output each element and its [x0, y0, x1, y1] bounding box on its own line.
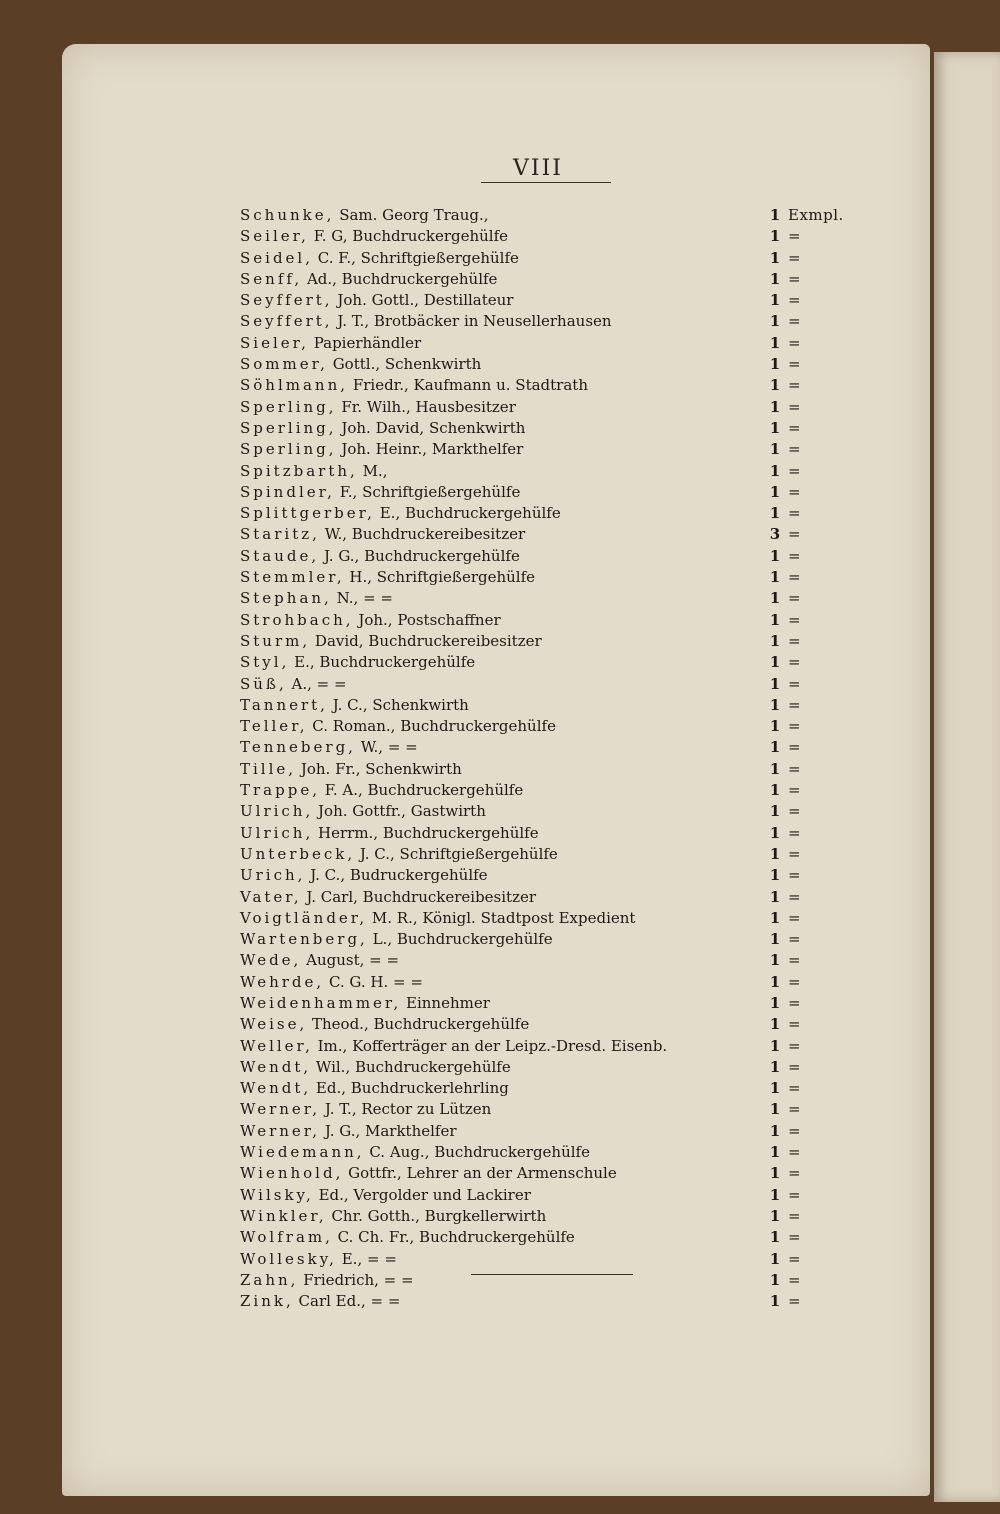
- entry-surname: Spitzbarth,: [240, 461, 358, 480]
- entry-details: J. C., Schriftgießergehülfe: [359, 844, 558, 863]
- entry-details: Ad., Buchdruckergehülfe: [306, 269, 498, 288]
- list-entry: [240, 610, 860, 631]
- entry-details: Joh. David, Schenkwirth: [341, 418, 526, 437]
- entry-unit: =: [788, 951, 802, 970]
- entry-details: J. C., Schenkwirth: [332, 695, 469, 714]
- entry-unit: =: [788, 1036, 802, 1055]
- entry-surname: Sperling,: [240, 397, 337, 416]
- entry-copy-count: 1: [769, 418, 781, 437]
- entry-copy-count: 1: [769, 397, 781, 416]
- entry-copy-count: 1: [769, 844, 781, 863]
- entry-surname: Zink,: [240, 1292, 294, 1311]
- entry-unit: =: [788, 504, 802, 523]
- entry-copy-count: 1: [769, 269, 781, 288]
- entry-surname: Stemmler,: [240, 568, 345, 587]
- entry-details: Friedr., Kaufmann u. Stadtrath: [352, 376, 588, 395]
- entry-copy-count: 1: [769, 993, 781, 1012]
- entry-unit: =: [788, 1228, 802, 1247]
- list-entry: [240, 844, 860, 865]
- entry-copy-count: 1: [769, 1100, 781, 1119]
- entry-copy-count: 1: [769, 972, 781, 991]
- list-entry: [240, 503, 860, 524]
- list-entry: [240, 1057, 860, 1078]
- entry-details: Gottl., Schenkwirth: [332, 355, 482, 374]
- entry-unit: =: [788, 993, 802, 1012]
- entry-surname: Seidel,: [240, 248, 313, 267]
- list-entry: [240, 1078, 860, 1099]
- entry-surname: Schunke,: [240, 206, 335, 224]
- entry-surname: Tille,: [240, 759, 297, 778]
- entry-copy-count: 1: [769, 1036, 781, 1055]
- entry-surname: Weller,: [240, 1036, 313, 1055]
- entry-copy-count: 1: [769, 674, 781, 693]
- entry-unit: =: [788, 440, 802, 459]
- entry-surname: Wede,: [240, 951, 302, 970]
- entry-surname: Werner,: [240, 1100, 321, 1119]
- entry-copy-count: 1: [769, 866, 781, 885]
- entry-surname: Urich,: [240, 866, 306, 885]
- entry-unit: =: [788, 248, 802, 267]
- entry-details: A., = =: [291, 674, 347, 693]
- entry-unit: =: [788, 930, 802, 949]
- entry-unit: =: [788, 589, 802, 608]
- entry-surname: Wartenberg,: [240, 930, 368, 949]
- entry-unit: =: [788, 397, 802, 416]
- list-entry: [240, 461, 860, 482]
- list-entry: [240, 1249, 860, 1270]
- entry-details: Papierhändler: [313, 333, 422, 352]
- entry-copy-count: 1: [769, 802, 781, 821]
- entry-copy-count: 1: [769, 482, 781, 501]
- entry-surname: Zahn,: [240, 1270, 299, 1289]
- entry-details: Joh., Postschaffner: [358, 610, 501, 629]
- entry-details: Joh. Gottfr., Gastwirth: [318, 802, 486, 821]
- entry-unit: =: [788, 1270, 802, 1289]
- entry-unit: =: [788, 1121, 802, 1140]
- entry-surname: Sperling,: [240, 418, 337, 437]
- entry-surname: Splittgerber,: [240, 504, 375, 523]
- list-entry: [240, 524, 860, 545]
- list-entry: [240, 269, 860, 290]
- entry-details: C. Aug., Buchdruckergehülfe: [369, 1143, 590, 1162]
- entry-unit: =: [788, 269, 802, 288]
- entry-surname: Teller,: [240, 717, 308, 736]
- list-entry: [240, 1291, 860, 1312]
- entry-unit: =: [788, 482, 802, 501]
- list-entry: [240, 311, 860, 332]
- entry-unit: =: [788, 866, 802, 885]
- entry-copy-count: 3: [769, 525, 781, 544]
- list-entry: [240, 1036, 860, 1057]
- entry-surname: Sieler,: [240, 333, 309, 352]
- entry-surname: Wendt,: [240, 1057, 312, 1076]
- entry-details: H., Schriftgießergehülfe: [349, 568, 536, 587]
- entry-copy-count: 1: [769, 908, 781, 927]
- entry-details: Im., Kofferträger an der Leipz.-Dresd. Eisenb.: [317, 1036, 668, 1055]
- list-entry: [240, 226, 860, 247]
- entry-details: Gottfr., Lehrer an der Armenschule: [348, 1164, 617, 1183]
- entry-details: F. A., Buchdruckergehülfe: [324, 781, 524, 800]
- entry-details: Ed., Vergolder und Lackirer: [318, 1185, 531, 1204]
- entry-unit: =: [788, 227, 802, 246]
- entry-surname: Winkler,: [240, 1206, 327, 1225]
- entry-copy-count: 1: [769, 589, 781, 608]
- entry-surname: Seyffert,: [240, 291, 333, 310]
- entry-details: J. T., Rector zu Lützen: [324, 1100, 492, 1119]
- entry-details: F. G, Buchdruckergehülfe: [313, 227, 509, 246]
- entry-unit: =: [788, 717, 802, 736]
- entry-copy-count: 1: [769, 1228, 781, 1247]
- entry-copy-count: 1: [769, 1185, 781, 1204]
- entry-unit: =: [788, 568, 802, 587]
- entry-details: J. G., Markthelfer: [324, 1121, 457, 1140]
- list-entry: [240, 652, 860, 673]
- entry-details: J. T., Brotbäcker in Neusellerhausen: [337, 312, 612, 331]
- entry-unit: =: [788, 1292, 802, 1311]
- entry-copy-count: 1: [769, 823, 781, 842]
- list-entry: [240, 908, 860, 929]
- list-entry: [240, 631, 860, 652]
- entry-copy-count: 1: [769, 738, 781, 757]
- entry-unit: =: [788, 802, 802, 821]
- entry-surname: Seiler,: [240, 227, 309, 246]
- list-entry: [240, 1206, 860, 1227]
- entry-unit: =: [788, 1164, 802, 1183]
- entry-copy-count: 1: [769, 717, 781, 736]
- entry-details: Sam. Georg Traug.,: [339, 206, 489, 224]
- entry-details: David, Buchdruckereibesitzer: [314, 631, 542, 650]
- entry-copy-count: 1: [769, 930, 781, 949]
- list-entry: [240, 780, 860, 801]
- list-entry: [240, 588, 860, 609]
- entry-copy-count: 1: [769, 206, 781, 224]
- entry-unit: =: [788, 1206, 802, 1225]
- entry-copy-count: 1: [769, 781, 781, 800]
- entry-surname: Sperling,: [240, 440, 337, 459]
- entry-unit: =: [788, 355, 802, 374]
- entry-surname: Ulrich,: [240, 823, 314, 842]
- entry-unit: =: [788, 291, 802, 310]
- entry-copy-count: 1: [769, 695, 781, 714]
- entry-surname: Söhlmann,: [240, 376, 349, 395]
- entry-surname: Trappe,: [240, 781, 320, 800]
- entry-copy-count: 1: [769, 312, 781, 331]
- list-entry: [240, 439, 860, 460]
- entry-copy-count: 1: [769, 504, 781, 523]
- entry-surname: Wehrde,: [240, 972, 325, 991]
- entry-surname: Wollesky,: [240, 1249, 337, 1268]
- entry-copy-count: 1: [769, 1249, 781, 1268]
- entry-copy-count: 1: [769, 440, 781, 459]
- entry-surname: Stephan,: [240, 589, 332, 608]
- entry-details: August, = =: [306, 951, 400, 970]
- entry-unit: =: [788, 738, 802, 757]
- list-entry: [240, 333, 860, 354]
- entry-unit: =: [788, 418, 802, 437]
- entry-surname: Voigtländer,: [240, 908, 368, 927]
- entry-surname: Tannert,: [240, 695, 328, 714]
- entry-surname: Ulrich,: [240, 802, 314, 821]
- entry-details: Herrm., Buchdruckergehülfe: [318, 823, 539, 842]
- list-entry: [240, 972, 860, 993]
- entry-copy-count: 1: [769, 355, 781, 374]
- list-entry: [240, 1142, 860, 1163]
- entry-surname: Unterbeck,: [240, 844, 356, 863]
- list-entry: [240, 1014, 860, 1035]
- entry-details: M. R., Königl. Stadtpost Expedient: [371, 908, 636, 927]
- entry-unit: =: [788, 972, 802, 991]
- entry-unit: =: [788, 887, 802, 906]
- entry-unit: =: [788, 781, 802, 800]
- list-entry: [240, 1227, 860, 1248]
- entry-surname: Sommer,: [240, 355, 328, 374]
- entry-surname: Spindler,: [240, 482, 335, 501]
- entry-copy-count: 1: [769, 461, 781, 480]
- entry-details: J. G., Buchdruckergehülfe: [323, 546, 520, 565]
- entry-copy-count: 1: [769, 291, 781, 310]
- entry-details: Chr. Gotth., Burgkellerwirth: [331, 1206, 547, 1225]
- entry-copy-count: 1: [769, 333, 781, 352]
- entry-details: Joh. Heinr., Markthelfer: [341, 440, 524, 459]
- entry-unit: =: [788, 631, 802, 650]
- entry-details: Einnehmer: [406, 993, 490, 1012]
- entry-details: N., = =: [336, 589, 393, 608]
- entry-unit: =: [788, 1143, 802, 1162]
- header-rule: [481, 182, 611, 183]
- entry-copy-count: 1: [769, 568, 781, 587]
- entry-unit: =: [788, 1079, 802, 1098]
- entry-surname: Styl,: [240, 653, 290, 672]
- entry-unit: =: [788, 695, 802, 714]
- entry-details: J. Carl, Buchdruckereibesitzer: [306, 887, 537, 906]
- entry-surname: Wendt,: [240, 1079, 312, 1098]
- entry-details: M.,: [362, 461, 388, 480]
- list-entry: [240, 865, 860, 886]
- list-entry: [240, 674, 860, 695]
- list-entry: [240, 418, 860, 439]
- entry-details: Fr. Wilh., Hausbesitzer: [341, 397, 516, 416]
- entry-copy-count: 1: [769, 1292, 781, 1311]
- entry-details: J. C., Budruckergehülfe: [310, 866, 488, 885]
- entry-details: Joh. Gottl., Destillateur: [337, 291, 514, 310]
- list-entry: [240, 248, 860, 269]
- entry-unit: =: [788, 333, 802, 352]
- entry-surname: Weidenhammer,: [240, 993, 402, 1012]
- entry-copy-count: 1: [769, 376, 781, 395]
- list-entry: [240, 205, 860, 226]
- entry-copy-count: 1: [769, 1143, 781, 1162]
- entry-details: F., Schriftgießergehülfe: [339, 482, 521, 501]
- list-entry: [240, 375, 860, 396]
- entry-copy-count: 1: [769, 546, 781, 565]
- entry-surname: Werner,: [240, 1121, 321, 1140]
- list-entry: [240, 354, 860, 375]
- entry-details: E., = =: [341, 1249, 397, 1268]
- entry-copy-count: 1: [769, 1057, 781, 1076]
- entry-details: Joh. Fr., Schenkwirth: [300, 759, 462, 778]
- entry-surname: Senff,: [240, 269, 303, 288]
- entry-details: Ed., Buchdruckerlehrling: [315, 1079, 509, 1098]
- end-rule: [471, 1274, 633, 1275]
- entry-copy-count: 1: [769, 951, 781, 970]
- entry-copy-count: 1: [769, 653, 781, 672]
- entry-copy-count: 1: [769, 227, 781, 246]
- entry-details: L., Buchdruckergehülfe: [372, 930, 553, 949]
- list-entry: [240, 716, 860, 737]
- entry-details: W., Buchdruckereibesitzer: [324, 525, 526, 544]
- entry-unit: =: [788, 376, 802, 395]
- entry-unit: =: [788, 674, 802, 693]
- adjacent-page-edge: [934, 52, 1000, 1502]
- entry-surname: Wiedemann,: [240, 1143, 365, 1162]
- entry-surname: Tenneberg,: [240, 738, 356, 757]
- list-entry: [240, 397, 860, 418]
- entry-unit: =: [788, 312, 802, 331]
- entry-details: C. G. H. = =: [328, 972, 423, 991]
- subscriber-list: [240, 205, 860, 1312]
- list-entry: [240, 759, 860, 780]
- entry-copy-count: 1: [769, 248, 781, 267]
- list-entry: [240, 737, 860, 758]
- entry-copy-count: 1: [769, 1206, 781, 1225]
- entry-surname: Wolfram,: [240, 1228, 333, 1247]
- entry-details: C. F., Schriftgießergehülfe: [317, 248, 519, 267]
- entry-unit: =: [788, 610, 802, 629]
- page-number-header: VIII: [513, 156, 563, 181]
- list-entry: [240, 887, 860, 908]
- entry-unit: =: [788, 461, 802, 480]
- list-entry: [240, 695, 860, 716]
- entry-copy-count: 1: [769, 887, 781, 906]
- entry-unit: =: [788, 1015, 802, 1034]
- entry-unit: =: [788, 1100, 802, 1119]
- list-entry: [240, 823, 860, 844]
- entry-details: Friedrich, = =: [303, 1270, 414, 1289]
- entry-surname: Staritz,: [240, 525, 320, 544]
- entry-copy-count: 1: [769, 1079, 781, 1098]
- list-entry: [240, 1099, 860, 1120]
- entry-details: E., Buchdruckergehülfe: [294, 653, 476, 672]
- list-entry: [240, 1121, 860, 1142]
- list-entry: [240, 1185, 860, 1206]
- entry-copy-count: 1: [769, 1164, 781, 1183]
- entry-unit: =: [788, 908, 802, 927]
- entry-surname: Strohbach,: [240, 610, 354, 629]
- entry-copy-count: 1: [769, 759, 781, 778]
- entry-unit: =: [788, 1185, 802, 1204]
- entry-surname: Seyffert,: [240, 312, 333, 331]
- entry-details: C. Roman., Buchdruckergehülfe: [312, 717, 556, 736]
- entry-unit: =: [788, 823, 802, 842]
- list-entry: [240, 801, 860, 822]
- entry-copy-count: 1: [769, 631, 781, 650]
- list-entry: [240, 950, 860, 971]
- entry-surname: Weise,: [240, 1015, 308, 1034]
- entry-copy-count: 1: [769, 610, 781, 629]
- entry-unit: =: [788, 1249, 802, 1268]
- entry-unit: Exmpl.: [788, 206, 844, 224]
- entry-unit: =: [788, 759, 802, 778]
- entry-copy-count: 1: [769, 1121, 781, 1140]
- entry-surname: Süß,: [240, 674, 287, 693]
- list-entry: [240, 482, 860, 503]
- entry-copy-count: 1: [769, 1015, 781, 1034]
- entry-surname: Vater,: [240, 887, 302, 906]
- entry-unit: =: [788, 1057, 802, 1076]
- entry-details: Carl Ed., = =: [298, 1292, 401, 1311]
- entry-surname: Wilsky,: [240, 1185, 314, 1204]
- entry-copy-count: 1: [769, 1270, 781, 1289]
- list-entry: [240, 1163, 860, 1184]
- entry-surname: Wienhold,: [240, 1164, 344, 1183]
- entry-unit: =: [788, 653, 802, 672]
- entry-unit: =: [788, 546, 802, 565]
- entry-details: Theod., Buchdruckergehülfe: [312, 1015, 530, 1034]
- entry-details: Wil., Buchdruckergehülfe: [315, 1057, 511, 1076]
- entry-details: C. Ch. Fr., Buchdruckergehülfe: [337, 1228, 575, 1247]
- list-entry: [240, 546, 860, 567]
- list-entry: [240, 290, 860, 311]
- entry-surname: Staude,: [240, 546, 320, 565]
- entry-surname: Sturm,: [240, 631, 311, 650]
- list-entry: [240, 929, 860, 950]
- entry-unit: =: [788, 525, 802, 544]
- entry-unit: =: [788, 844, 802, 863]
- entry-details: W., = =: [360, 738, 418, 757]
- list-entry: [240, 993, 860, 1014]
- list-entry: [240, 567, 860, 588]
- entry-details: E., Buchdruckergehülfe: [379, 504, 561, 523]
